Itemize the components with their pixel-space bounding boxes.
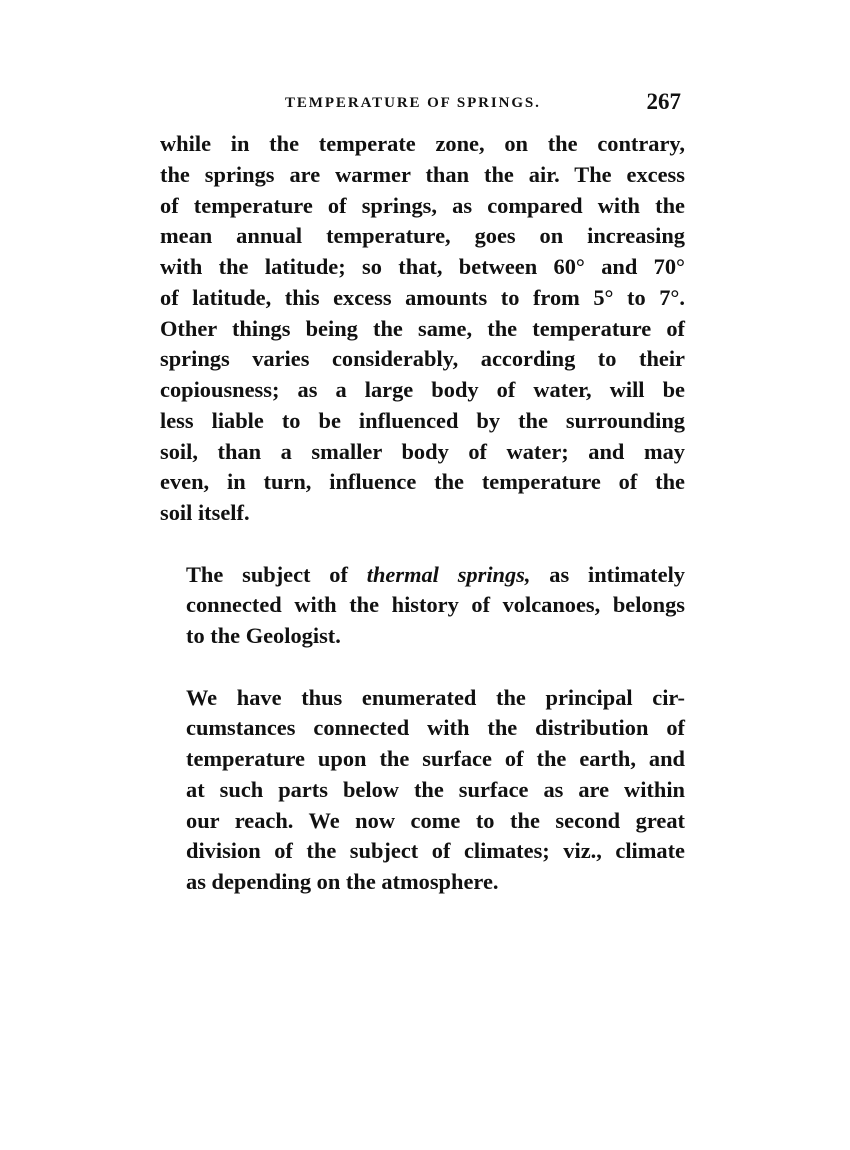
text-line: as depending on the atmosphere. [186,869,499,894]
running-title: TEMPERATURE OF SPRINGS. [285,95,541,111]
text-line: division of the subject of climates; viz., climate [186,838,685,864]
text-line: temperature upon the surface of the earth, and [186,746,685,771]
paragraph-thermal-springs [160,560,685,652]
text-line: soil, than a smaller body of water; and may [160,438,685,464]
text-line [160,560,685,591]
text-line: while in the temperate zone, on the contrary, [160,131,685,156]
text-line: of temperature of springs, as compared with the [160,192,685,218]
paragraph-summary [160,683,685,898]
text-line: connected with the history of volcanoes, belongs [186,592,685,618]
text-run: as intimately [530,561,685,587]
text-line: with the latitude; so that, between 60° and 70° [160,254,685,279]
text-line: less liable to be influenced by the surrounding [160,407,685,433]
running-header [160,89,683,120]
text-line: of latitude, this excess amounts to from 5° to 7°. [160,284,685,310]
text-line: our reach. We now come to the second great [186,807,685,833]
text-line: even, in turn, influence the temperature of the [160,469,685,495]
text-line: cumstances connected with the distribution of [186,715,685,741]
page-number: 267 [646,89,681,114]
paragraph-springs-temperature [160,129,685,529]
text-line: springs varies considerably, according to their [160,346,685,372]
text-line: the springs are warmer than the air. The excess [160,161,685,187]
body-text [160,129,685,898]
text-line: soil itself. [160,500,250,525]
text-line: to the Geologist. [186,623,341,648]
text-line: at such parts below the surface as are within [186,776,685,802]
italic-term: thermal springs, [366,561,531,587]
text-line: We have thus enumerated the principal cir- [186,684,685,710]
text-line: Other things being the same, the temperature of [160,315,685,341]
text-run: The subject of [186,561,367,587]
text-line: copiousness; as a large body of water, will be [160,377,685,402]
text-line: mean annual temperature, goes on increasing [160,223,685,249]
